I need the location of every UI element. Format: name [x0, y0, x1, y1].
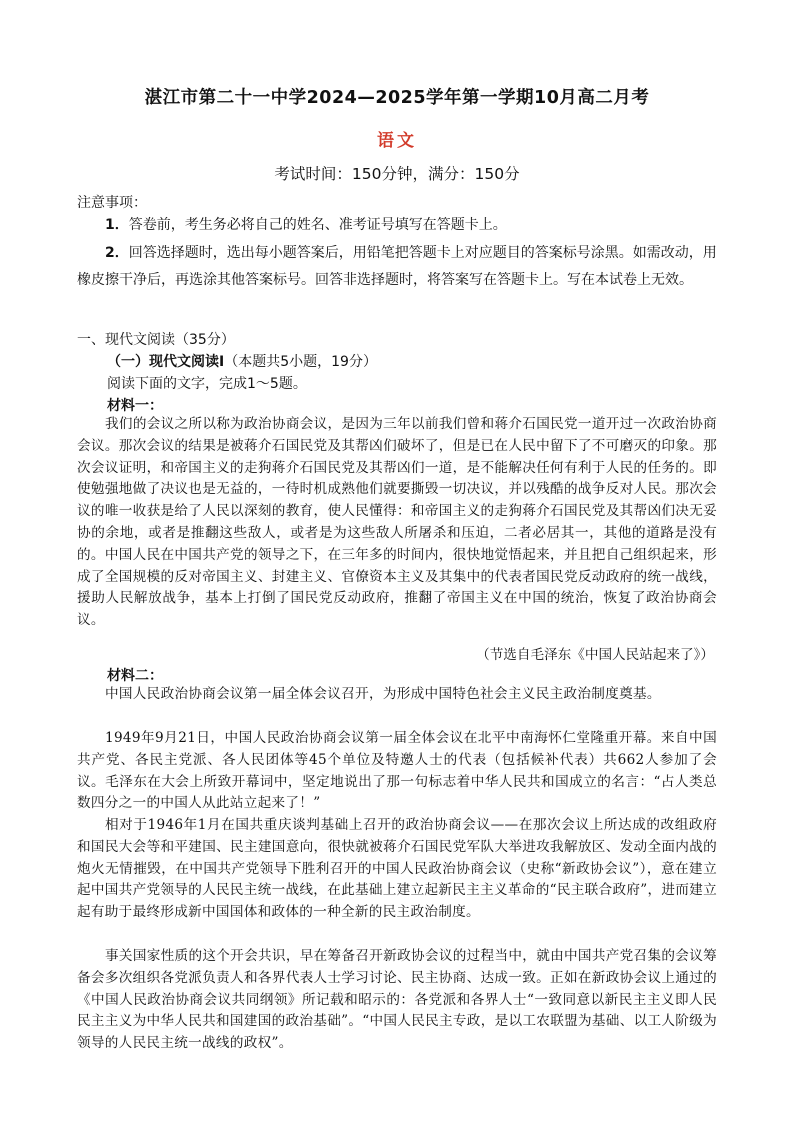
- subject-title: 语文: [377, 131, 417, 151]
- note-item-2-text: 回答选择题时，选出每小题答案后，用铅笔把答题卡上对应题目的答案标号涂黑。如需改动，用橡皮擦干净后，再选涂其他答案标号。回答非选择题时，将答案写在答题卡上。写在本试卷上无效。: [77, 245, 717, 288]
- notes-heading: 注意事项：: [77, 195, 147, 211]
- material-2-paragraph-1: 中国人民政治协商会议第一届全体会议召开，为形成中国特色社会主义民主政治制度奠基。: [105, 686, 661, 702]
- exam-time-info: 考试时间：150分钟，满分：150分: [274, 165, 520, 183]
- note-item-2: [77, 240, 717, 294]
- subsection-heading: [107, 351, 377, 371]
- material-2-paragraph-4: 事关国家性质的这个开会共识，早在筹备召开新政协会议的过程当中，就由中国共产党召集的会议筹备会多次组织各党派负责人和各界代表人士学习讨论、民主协商、达成一致。正如在新政协会议上通过的《中国人民政治协商会议共同纲领》所记载和昭示的：各党派和各界人士“一致同意以新民主主义即人民民主主义为中华人民共和国建国的政治基础”。“中国人民民主专政，是以工农联盟为基础、以工人阶级为领导的人民民主统一战线的政权”。: [77, 948, 717, 1052]
- subsection-heading-detail: （本题共5小题，19分）: [224, 354, 377, 370]
- note-item-1: [77, 212, 717, 239]
- exam-title: 湛江市第二十一中学2024—2025学年第一学期10月高二月考: [144, 88, 650, 108]
- note-item-1-text: 答卷前，考生务必将自己的姓名、准考证号填写在答题卡上。: [128, 217, 507, 233]
- subsection-heading-bold: （一）现代文阅读Ⅰ: [107, 354, 225, 370]
- section-heading: 一、现代文阅读（35分）: [77, 332, 235, 348]
- material-2-heading: 材料二：: [107, 668, 163, 684]
- material-2-paragraph-3: 相对于1946年1月在国共重庆谈判基础上召开的政治协商会议——在那次会议上所达成的改组政府和国民大会等和平建国、民主建国意向，很快就被蒋介石国民党军队大举进攻我解放区、发动全面内战的炮火无情摧毁，在中国共产党领导下胜利召开的中国人民政治协商会议（史称“新政协会议”），意在建立起中国共产党领导的人民民主统一战线，在此基础上建立起新民主主义革命的“民主联合政府”，进而建立起有助于最终形成新中国国体和政体的一种全新的民主政治制度。: [77, 817, 717, 921]
- material-2-paragraph-2: 1949年9月21日，中国人民政治协商会议第一届全体会议在北平中南海怀仁堂隆重开幕。来自中国共产党、各民主党派、各人民团体等45个单位及特邀人士的代表（包括候补代表）共662人参加了会议。毛泽东在大会上所致开幕词中，坚定地说出了那一句标志着中华人民共和国成立的名言：“占人类总数四分之一的中国人从此站立起来了！”: [77, 730, 717, 812]
- material-1-text: 我们的会议之所以称为政治协商会议，是因为三年以前我们曾和蒋介石国民党一道开过一次政治协商会议。那次会议的结果是被蒋介石国民党及其帮凶们破坏了，但是已在人民中留下了不可磨灭的印象。那次会议证明，和帝国主义的走狗蒋介石国民党及其帮凶们一道，是不能解决任何有利于人民的任务的。即使勉强地做了决议也是无益的，一待时机成熟他们就要撕毁一切决议，并以残酷的战争反对人民。那次会议的唯一收获是给了人民以深刻的教育，使人民懂得：和帝国主义的走狗蒋介石国民党及其帮凶们决无妥协的余地，或者是推翻这些敌人，或者是为这些敌人所屠杀和压迫，二者必居其一，其他的道路是没有的。中国人民在中国共产党的领导之下，在三年多的时间内，很快地觉悟起来，并且把自己组织起来，形成了全国规模的反对帝国主义、封建主义、官僚资本主义及其集中的代表者国民党反动政府的统一战线，援助人民解放战争，基本上打倒了国民党反动政府，推翻了帝国主义在中国的统治，恢复了政治协商会议。: [77, 416, 717, 629]
- note-item-2-number: 2．: [105, 245, 129, 261]
- material-1-heading: 材料一：: [107, 398, 163, 414]
- reading-instruction: 阅读下面的文字，完成1～5题。: [107, 376, 307, 392]
- material-1-source: （节选自毛泽东《中国人民站起来了》）: [476, 647, 714, 663]
- note-item-1-number: 1．: [105, 217, 129, 233]
